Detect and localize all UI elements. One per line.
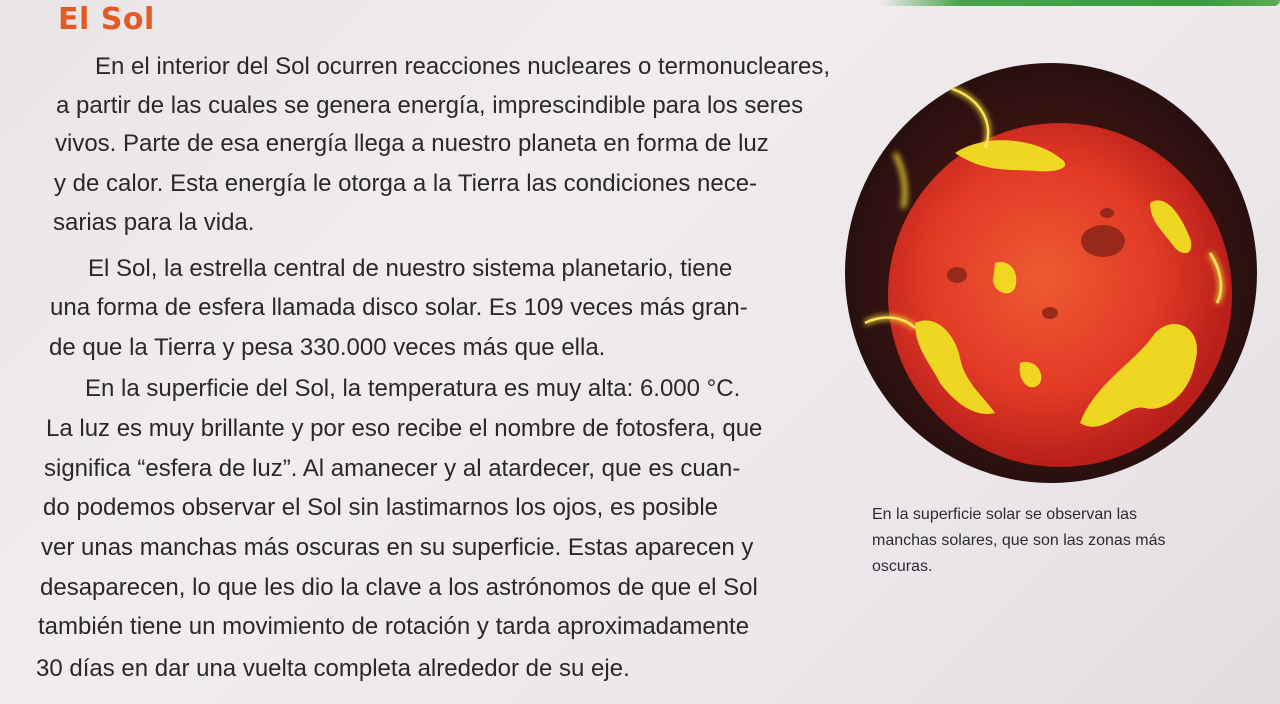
paragraph-line: La luz es muy brillante y por eso recibe el nombre de fotosfera, que [46,415,763,442]
page-title: El Sol [58,2,155,37]
paragraph-line: 30 días en dar una vuelta completa alrededor de su eje. [36,655,630,682]
paragraph-line: significa “esfera de luz”. Al amanecer y al atardecer, que es cuan- [44,455,741,482]
paragraph-line: a partir de las cuales se genera energía, imprescindible para los seres [56,92,804,119]
sun-photo [845,63,1257,483]
paragraph-line: do podemos observar el Sol sin lastimarnos los ojos, es posible [43,494,719,521]
paragraph-line: El Sol, la estrella central de nuestro sistema planetario, tiene [88,255,733,282]
caption-line: En la superficie solar se observan las [872,506,1138,523]
paragraph-line: En la superficie del Sol, la temperatura es muy alta: 6.000 °C. [85,375,741,402]
green-decorative-strip [880,0,1280,6]
paragraph-line: desaparecen, lo que les dio la clave a los astrónomos de que el Sol [40,574,758,601]
paragraph-line: una forma de esfera llamada disco solar. Es 109 veces más gran- [50,294,748,321]
paragraph-line: vivos. Parte de esa energía llega a nuestro planeta en forma de luz [55,130,769,157]
paragraph-line: también tiene un movimiento de rotación y tarda aproximadamente [38,613,750,640]
caption-line: manchas solares, que son las zonas más [872,532,1166,549]
paragraph-line: En el interior del Sol ocurren reacciones nucleares o termonucleares, [95,53,831,80]
paragraph-line: de que la Tierra y pesa 330.000 veces más que ella. [49,334,606,361]
paragraph-line: ver unas manchas más oscuras en su superficie. Estas aparecen y [41,534,754,561]
caption-line: oscuras. [872,558,933,575]
paragraph-line: y de calor. Esta energía le otorga a la Tierra las condiciones nece- [54,170,758,197]
paragraph-line: sarias para la vida. [53,209,255,236]
